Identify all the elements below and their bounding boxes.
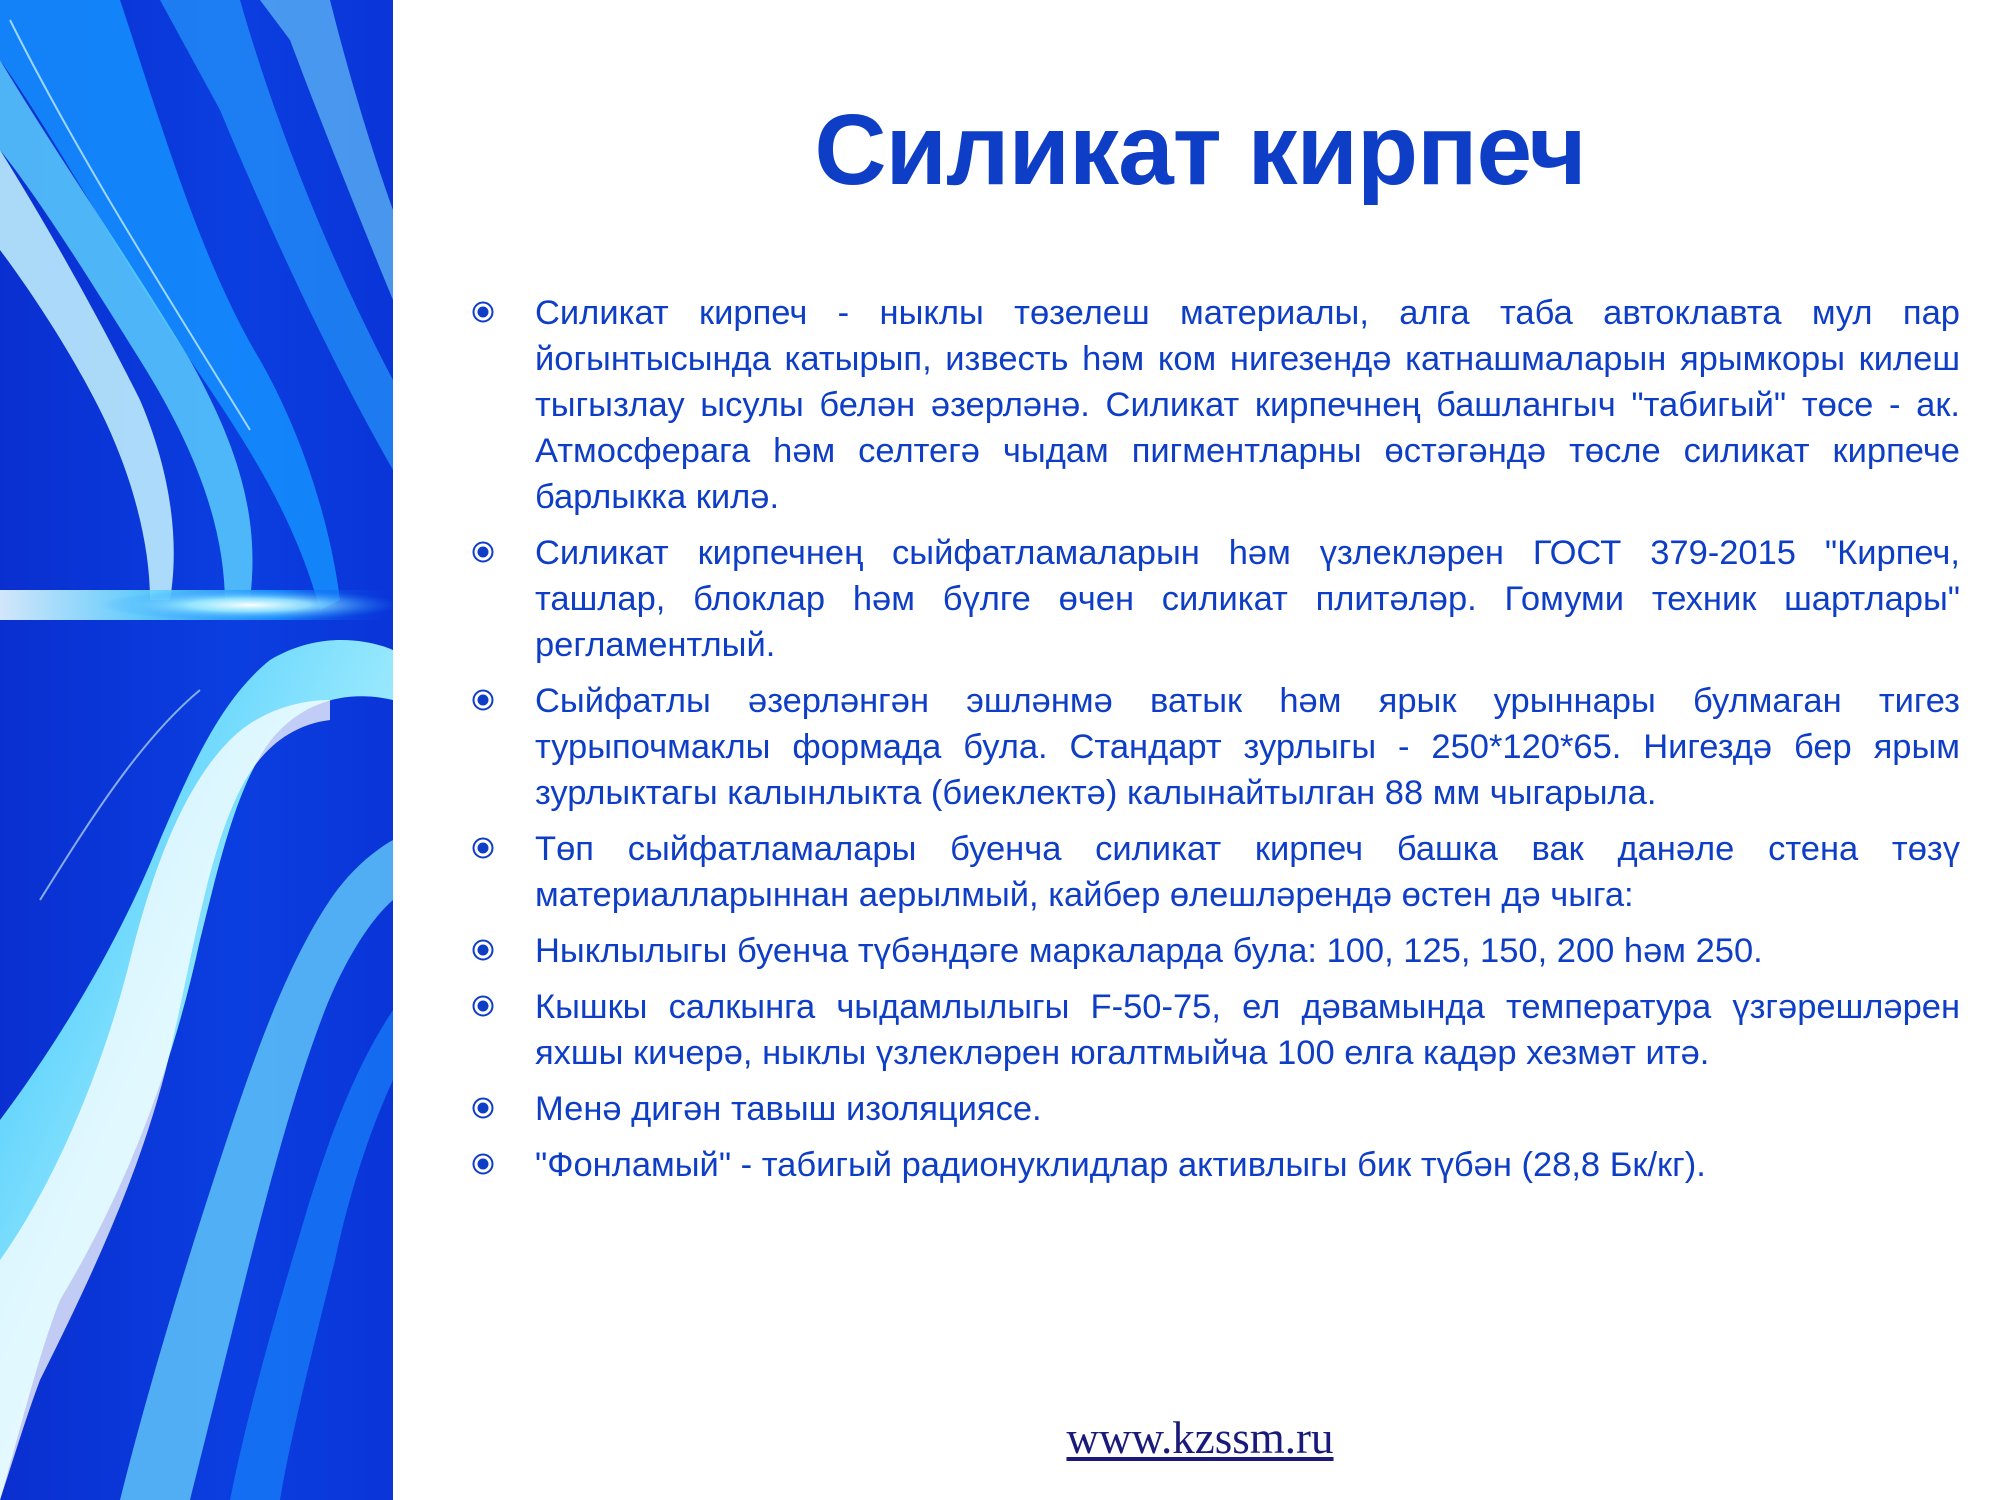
bullet-list	[470, 290, 1960, 1198]
list-item-text: Кышкы салкынга чыдамлылыгы F-50-75, ел дәвамында температура үзгәрешләрен яхшы кичерә, ныклы үзлекләрен югалтмыйча 100 елга кадәр хезмәт итә.	[535, 988, 1960, 1072]
list-item	[470, 826, 1960, 918]
list-item-text: "Фонламый" - табигый радионуклидлар активлыгы бик түбән (28,8 Бк/кг).	[535, 1146, 1706, 1184]
circled-dot-icon	[472, 301, 494, 323]
circled-dot-icon	[472, 1153, 494, 1175]
website-link[interactable]: www.kzssm.ru	[1066, 1413, 1334, 1463]
list-item	[470, 678, 1960, 816]
list-item	[470, 984, 1960, 1076]
list-item	[470, 1086, 1960, 1132]
list-item-text: Менә дигән тавыш изоляциясе.	[535, 1090, 1042, 1128]
circled-dot-icon	[472, 689, 494, 711]
circled-dot-icon	[472, 995, 494, 1017]
circled-dot-icon	[472, 541, 494, 563]
list-item-text: Төп сыйфатламалары буенча силикат кирпеч башка вак данәле стена төзү материалларыннан аерылмый, кайбер өлешләрендә өстен дә чыга:	[535, 830, 1960, 914]
list-item-text: Ныклылыгы буенча түбәндәге маркаларда була: 100, 125, 150, 200 һәм 250.	[535, 932, 1763, 970]
list-item	[470, 290, 1960, 520]
decorative-curtain-image	[0, 0, 393, 1500]
circled-dot-icon	[472, 1097, 494, 1119]
circled-dot-icon	[472, 939, 494, 961]
slide-title: Силикат кирпеч	[814, 94, 1586, 206]
list-item-text: Силикат кирпечнең сыйфатламаларын һәм үзлекләрен ГОСТ 379-2015 "Кирпеч, ташлар, блоклар һәм бүлге өчен силикат плитәләр. Гомуми техник шартлары" регламентлый.	[535, 534, 1960, 664]
list-item-text: Сыйфатлы әзерләнгән эшләнмә ватык һәм ярык урыннары булмаган тигез турыпочмаклы формада була. Стандарт зурлыгы - 250*120*65. Нигездә бер ярым зурлыктагы калынлыкта (биеклектә) калынайтылган 88 мм чыгарыла.	[535, 682, 1960, 812]
list-item	[470, 1142, 1960, 1188]
list-item	[470, 928, 1960, 974]
list-item	[470, 530, 1960, 668]
circled-dot-icon	[472, 837, 494, 859]
list-item-text: Силикат кирпеч - ныклы төзелеш материалы, алга таба автоклавта мул пар йогынтысында катырып, известь һәм ком нигезендә катнашмаларын ярымкоры килеш тыгызлау ысулы белән әзерләнә. Силикат кирпечнең башлангыч "табигый" төсе - ак. Атмосферага һәм селтегә чыдам пигментларны өстәгәндә төсле силикат кирпече барлыкка килә.	[535, 294, 1960, 516]
